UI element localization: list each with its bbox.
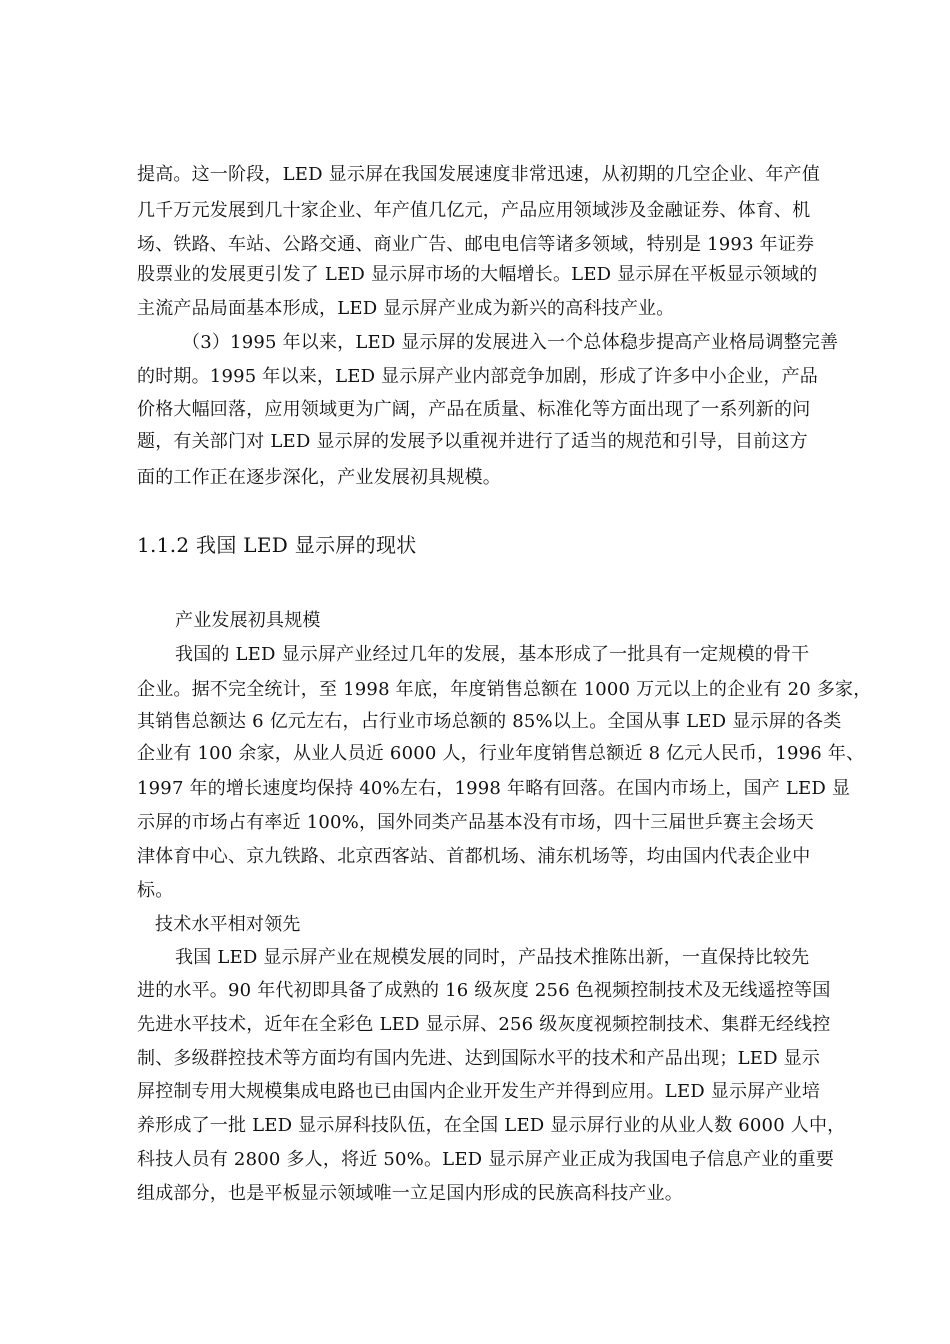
para1-line: 提高。这一阶段，LED 显示屏在我国发展速度非常迅速，从初期的几空企业、年产值 — [137, 164, 821, 185]
para1-line: 主流产品局面基本形成，LED 显示屏产业成为新兴的高科技产业。 — [137, 298, 675, 319]
para1-line: 场、铁路、车站、公路交通、商业广告、邮电电信等诸多领域，特别是 1993 年证券 — [137, 234, 815, 255]
subheading: 技术水平相对领先 — [155, 914, 301, 935]
para4-line: 进的水平。90 年代初即具备了成熟的 16 级灰度 256 色视频控制技术及无线遥控等国 — [137, 980, 831, 1001]
para4-line: 我国 LED 显示屏产业在规模发展的同时，产品技术推陈出新，一直保持比较先 — [175, 947, 810, 968]
para2-line: 面的工作正在逐步深化，产业发展初具规模。 — [137, 467, 501, 488]
para2-line: （3）1995 年以来，LED 显示屏的发展进入一个总体稳步提高产业格局调整完善 — [182, 332, 839, 353]
para4-line: 养形成了一批 LED 显示屏科技队伍，在全国 LED 显示屏行业的从业人数 6000 人中， — [137, 1115, 846, 1136]
para1-line: 股票业的发展更引发了 LED 显示屏市场的大幅增长。LED 显示屏在平板显示领域的 — [137, 264, 818, 285]
para2-line: 的时期。1995 年以来，LED 显示屏产业内部竞争加剧，形成了许多中小企业，产品 — [137, 366, 818, 387]
para1-line: 几千万元发展到几十家企业、年产值几亿元，产品应用领域涉及金融证券、体育、机 — [137, 200, 811, 221]
para3-line: 企业有 100 余家，从业人员近 6000 人，行业年度销售总额近 8 亿元人民币，1996 年、 — [137, 743, 865, 764]
para4-line: 科技人员有 2800 多人，将近 50%。LED 显示屏产业正成为我国电子信息产业的重要 — [137, 1149, 835, 1170]
para3-line: 示屏的市场占有率近 100%，国外同类产品基本没有市场，四十三届世乒赛主会场天 — [137, 812, 814, 833]
para3-line: 企业。据不完全统计，至 1998 年底，年度销售总额在 1000 万元以上的企业有 20 多家， — [137, 679, 872, 700]
para3-line: 津体育中心、京九铁路、北京西客站、首都机场、浦东机场等，均由国内代表企业中 — [137, 846, 811, 867]
para4-line: 先进水平技术，近年在全彩色 LED 显示屏、256 级灰度视频控制技术、集群无经线控 — [137, 1014, 831, 1035]
para4-line: 组成部分，也是平板显示领域唯一立足国内形成的民族高科技产业。 — [137, 1183, 683, 1204]
para2-line: 题，有关部门对 LED 显示屏的发展予以重视并进行了适当的规范和引导，目前这方 — [137, 431, 808, 452]
para4-line: 屏控制专用大规模集成电路也已由国内企业开发生产并得到应用。LED 显示屏产业培 — [137, 1081, 821, 1102]
para3-line: 标。 — [137, 880, 174, 901]
section-heading: 1.1.2 我国 LED 显示屏的现状 — [137, 533, 417, 557]
para3-line: 其销售总额达 6 亿元左右，占行业市场总额的 85%以上。全国从事 LED 显示屏的各类 — [137, 711, 842, 732]
para3-line: 我国的 LED 显示屏产业经过几年的发展，基本形成了一批具有一定规模的骨干 — [175, 644, 810, 665]
para2-line: 价格大幅回落，应用领域更为广阔，产品在质量、标准化等方面出现了一系列新的问 — [137, 399, 811, 420]
para4-line: 制、多级群控技术等方面均有国内先进、达到国际水平的技术和产品出现；LED 显示 — [137, 1048, 821, 1069]
subheading: 产业发展初具规模 — [175, 610, 321, 631]
para3-line: 1997 年的增长速度均保持 40%左右，1998 年略有回落。在国内市场上，国产 LED 显 — [137, 778, 851, 799]
